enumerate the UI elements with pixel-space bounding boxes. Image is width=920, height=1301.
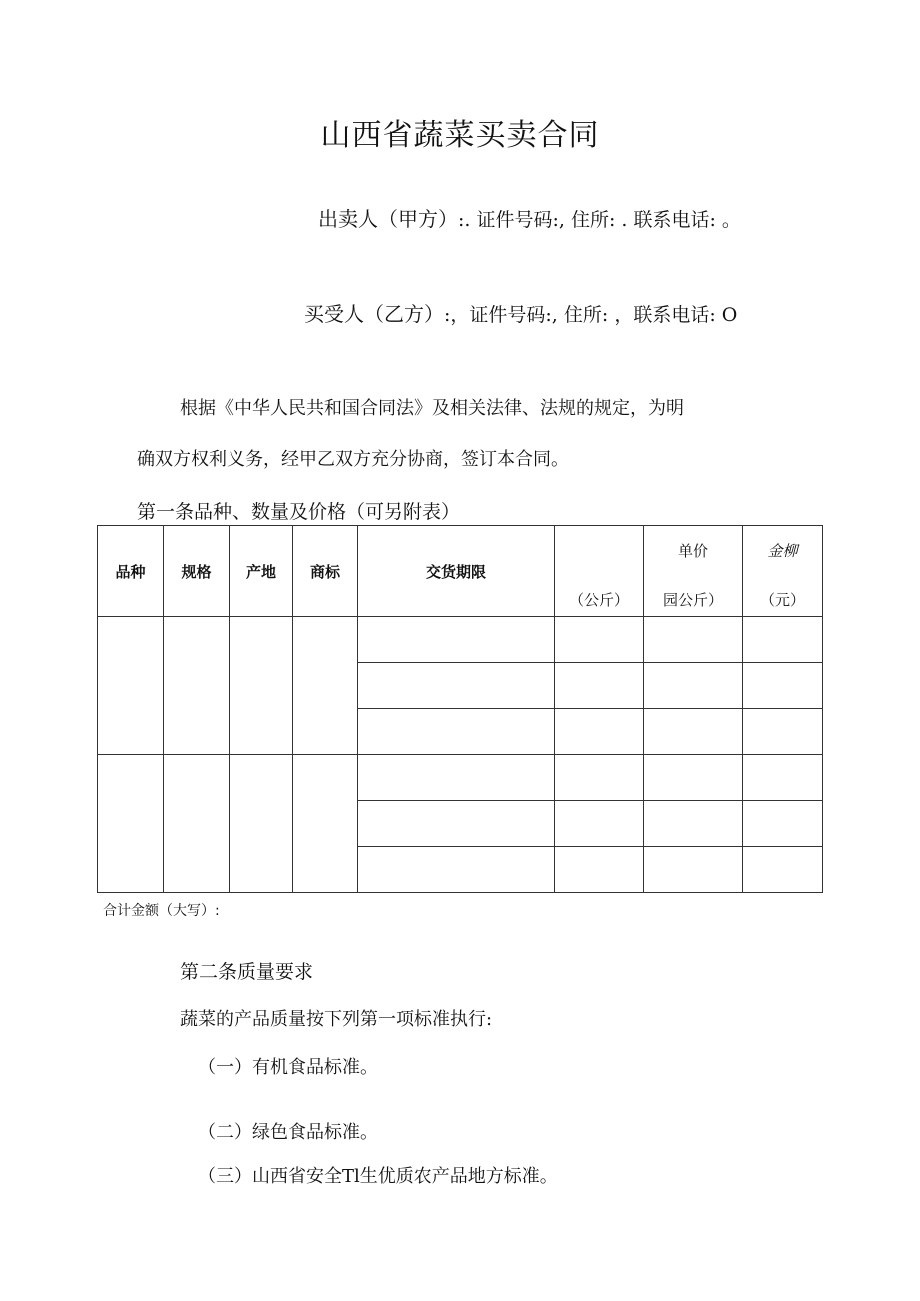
document-title: 山西省蔬菜买卖合同 bbox=[320, 118, 600, 153]
article2-heading: 第二条质量要求 bbox=[180, 961, 314, 983]
header-price-unit: 园公斤） bbox=[662, 591, 723, 609]
intro-line-2: 确双方权利义务，经甲乙双方充分协商，签订本合同。 bbox=[137, 449, 569, 470]
table-cell bbox=[230, 755, 293, 893]
buyer-label: 买受人（乙方） bbox=[304, 302, 444, 326]
table-cell bbox=[164, 617, 230, 755]
quality-intro: 蔬菜的产品质量按下列第一项标准执行: bbox=[180, 1009, 493, 1030]
header-quantity-unit: （公斤） bbox=[568, 591, 629, 609]
buyer-line bbox=[304, 298, 737, 327]
table-cell bbox=[644, 847, 743, 893]
table-cell bbox=[743, 847, 823, 893]
table-cell bbox=[743, 617, 823, 663]
table-cell bbox=[98, 617, 164, 755]
table-cell bbox=[98, 755, 164, 893]
table-cell bbox=[164, 755, 230, 893]
header-amount-unit: （元） bbox=[759, 591, 805, 609]
table-cell bbox=[358, 617, 555, 663]
table-cell bbox=[293, 617, 358, 755]
table-cell bbox=[743, 709, 823, 755]
table-cell bbox=[358, 709, 555, 755]
table-row bbox=[98, 617, 823, 663]
intro-line-1: 根据《中华人民共和国合同法》及相关法律、法规的规定，为明 bbox=[180, 398, 684, 419]
seller-details: :. 证件号码:, 住所: . 联系电话: 。 bbox=[458, 209, 741, 231]
table-cell bbox=[358, 663, 555, 709]
quality-item: （一）有机食品标准。 bbox=[198, 1057, 378, 1078]
table-cell bbox=[358, 847, 555, 893]
header-quantity bbox=[555, 526, 644, 617]
table-cell bbox=[555, 617, 644, 663]
table-cell bbox=[644, 617, 743, 663]
table-header-row bbox=[98, 526, 823, 617]
buyer-details: :，证件号码:, 住所: ，联系电话: O bbox=[444, 304, 738, 326]
header-amount bbox=[743, 526, 823, 617]
header-variety: 品种 bbox=[98, 526, 164, 617]
seller-label: 出卖人（甲方） bbox=[318, 207, 458, 231]
table-cell bbox=[555, 755, 644, 801]
table-cell bbox=[358, 755, 555, 801]
header-price bbox=[644, 526, 743, 617]
table-cell bbox=[743, 663, 823, 709]
table-cell bbox=[644, 755, 743, 801]
total-amount-label: 合计金额（大写）: bbox=[103, 903, 220, 919]
header-brand: 商标 bbox=[293, 526, 358, 617]
table-cell bbox=[230, 617, 293, 755]
seller-line bbox=[318, 203, 741, 232]
table-cell bbox=[743, 755, 823, 801]
article1-heading: 第一条品种、数量及价格（可另附表） bbox=[137, 501, 461, 523]
table-cell bbox=[644, 709, 743, 755]
table-cell bbox=[743, 801, 823, 847]
table-cell bbox=[644, 801, 743, 847]
header-price-label: 单价 bbox=[677, 542, 708, 560]
table-cell bbox=[555, 801, 644, 847]
table-cell bbox=[644, 663, 743, 709]
header-spec: 规格 bbox=[164, 526, 230, 617]
table-row bbox=[98, 755, 823, 801]
table-cell bbox=[555, 663, 644, 709]
table-cell bbox=[555, 709, 644, 755]
table-cell bbox=[358, 801, 555, 847]
header-delivery: 交货期限 bbox=[358, 526, 555, 617]
header-origin: 产地 bbox=[230, 526, 293, 617]
goods-table bbox=[97, 525, 823, 893]
quality-item: （三）山西省安全Tl生优质农产品地方标准。 bbox=[198, 1166, 558, 1187]
quality-item: （二）绿色食品标准。 bbox=[198, 1122, 378, 1143]
header-amount-label: 金柳 bbox=[767, 542, 798, 560]
table-cell bbox=[293, 755, 358, 893]
table-cell bbox=[555, 847, 644, 893]
